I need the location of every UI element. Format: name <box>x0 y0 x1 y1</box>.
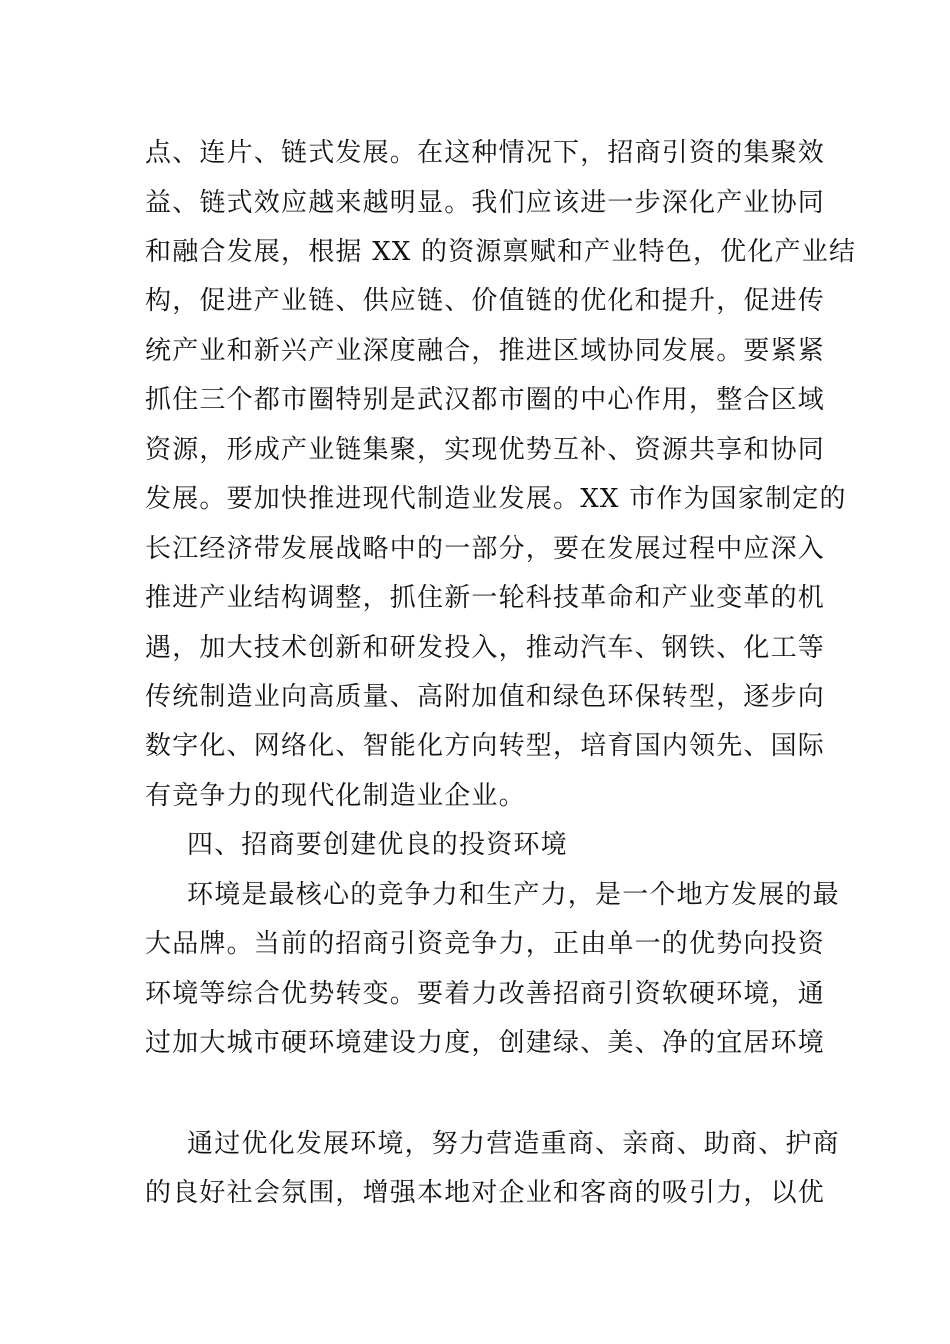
body-text-line: 数字化、网络化、智能化方向转型，培育国内领先、国际 <box>145 731 826 761</box>
body-text-line: 过加大城市硬环境建设力度，创建绿、美、净的宜居环境 <box>145 1028 826 1058</box>
body-text-line: 统产业和新兴产业深度融合，推进区域协同发展。要紧紧 <box>145 336 826 366</box>
body-text-line: 通过优化发展环境，努力营造重商、亲商、助商、护商 <box>187 1129 840 1159</box>
body-text-line: 发展。要加快推进现代制造业发展。XX 市作为国家制定的 <box>145 484 847 514</box>
body-text-line: 资源，形成产业链集聚，实现优势互补、资源共享和协同 <box>145 435 826 465</box>
body-text-line: 环境等综合优势转变。要着力改善招商引资软硬环境，通 <box>145 979 826 1009</box>
body-text-line: 益、链式效应越来越明显。我们应该进一步深化产业协同 <box>145 188 826 218</box>
body-text-line: 环境是最核心的竞争力和生产力，是一个地方发展的最 <box>187 880 840 910</box>
body-text-line: 和融合发展，根据 XX 的资源禀赋和产业特色，优化产业结 <box>145 237 857 267</box>
body-text-line: 的良好社会氛围，增强本地对企业和客商的吸引力，以优 <box>145 1178 826 1208</box>
body-text-line: 推进产业结构调整，抓住新一轮科技革命和产业变革的机 <box>145 583 826 613</box>
body-text-line: 大品牌。当前的招商引资竞争力，正由单一的优势向投资 <box>145 929 826 959</box>
body-text-line: 有竞争力的现代化制造业企业。 <box>145 781 526 811</box>
body-text-line: 构，促进产业链、供应链、价值链的优化和提升，促进传 <box>145 286 826 316</box>
body-text-line: 抓住三个都市圈特别是武汉都市圈的中心作用，整合区域 <box>145 385 826 415</box>
body-text-line: 传统制造业向高质量、高附加值和绿色环保转型，逐步向 <box>145 682 826 712</box>
body-text-line: 点、连片、链式发展。在这种情况下，招商引资的集聚效 <box>145 138 826 168</box>
section-heading: 四、招商要创建优良的投资环境 <box>187 830 568 860</box>
body-text-line: 遇，加大技术创新和研发投入，推动汽车、钢铁、化工等 <box>145 633 826 663</box>
body-text-line: 长江经济带发展战略中的一部分，要在发展过程中应深入 <box>145 534 826 564</box>
